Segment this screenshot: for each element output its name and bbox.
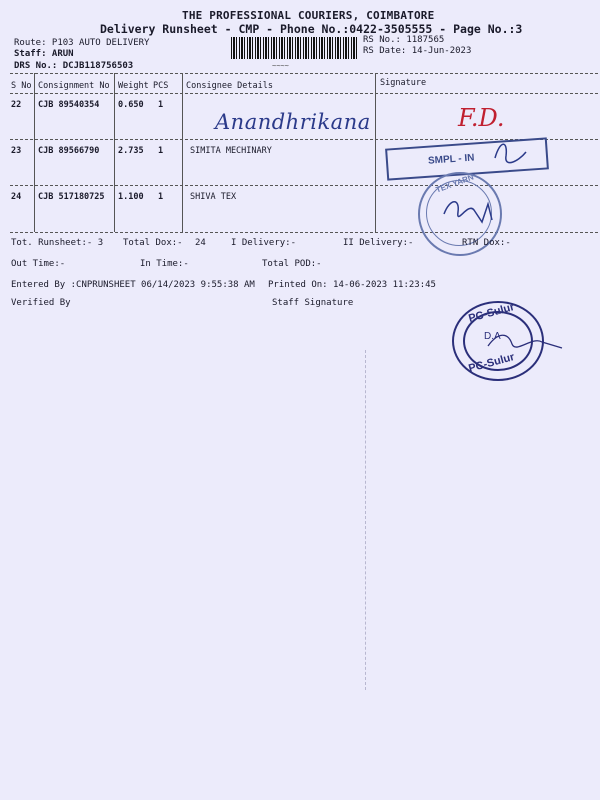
drs-number: DRS No.: DCJB118756503 (14, 61, 134, 71)
row-weight: 2.735 (118, 146, 144, 156)
col-weight: Weight (118, 81, 149, 91)
col-consignee: Consignee Details (186, 81, 273, 91)
col-sno: S No (11, 81, 32, 91)
pc-sulur-signature (486, 328, 566, 356)
stamp-top-text: PC-Sulur (467, 301, 516, 325)
col-consignment: Consignment No (38, 81, 110, 91)
route: Route: P103 AUTO DELIVERY (14, 38, 150, 48)
handwritten-name: Anandhrikana (215, 110, 371, 134)
out-time: Out Time:- (11, 259, 66, 269)
row-consignment: CJB 89566790 (38, 146, 100, 156)
total-pod: Total POD:- (262, 259, 322, 269)
barcode-caption: ~~~~ (272, 62, 289, 70)
row-consignee: SHIVA TEX (190, 192, 237, 202)
fold-line (365, 350, 366, 690)
row-pcs: 1 (158, 100, 164, 110)
rtn-dox: RTN Dox:- (462, 238, 511, 248)
rs-date: RS Date: 14-Jun-2023 (363, 46, 472, 56)
total-dox-label: Total Dox:- (123, 238, 183, 248)
staff: Staff: ARUN (14, 49, 74, 59)
printed-on: Printed On: 14-06-2023 11:23:45 (268, 280, 436, 290)
row-pcs: 1 (158, 192, 164, 202)
signature-scribble (490, 138, 530, 172)
stamp-bottom-text: PC-Sulur (467, 351, 516, 375)
row-sno: 22 (11, 100, 22, 110)
barcode (231, 37, 357, 59)
row-consignee: SIMITA MECHINARY (190, 146, 272, 156)
i-delivery: I Delivery:- (231, 238, 297, 248)
col-pcs: PCS (153, 81, 169, 91)
staff-signature-label: Staff Signature (272, 298, 354, 308)
stamp-initials: D.A (484, 331, 501, 342)
verified-by: Verified By (11, 298, 71, 308)
fd-handwriting: F.D. (458, 104, 505, 132)
rs-number: RS No.: 1187565 (363, 35, 445, 45)
row-weight: 1.100 (118, 192, 144, 202)
tex-signature (438, 192, 500, 234)
tex-stamp-text: TEX YARN (434, 172, 475, 195)
row-consignment: CJB 517180725 (38, 192, 105, 202)
company-name: THE PROFESSIONAL COURIERS, COIMBATORE (182, 9, 435, 22)
row-pcs: 1 (158, 146, 164, 156)
row-weight: 0.650 (118, 100, 144, 110)
in-time: In Time:- (140, 259, 189, 269)
stamp-text: SMPL - IN (427, 152, 475, 167)
row-consignment: CJB 89540354 (38, 100, 100, 110)
entered-by: Entered By :CNPRUNSHEET 06/14/2023 9:55:38 AM (11, 280, 255, 290)
row-sno: 24 (11, 192, 22, 202)
ii-delivery: II Delivery:- (343, 238, 414, 248)
runsheet-title: Delivery Runsheet - CMP - Phone No.:0422-3505555 - Page No.:3 (100, 22, 523, 36)
row-sno: 23 (11, 146, 22, 156)
col-signature: Signature (380, 78, 427, 88)
tot-runsheet: Tot. Runsheet:- 3 (11, 238, 104, 248)
total-dox-value: 24 (195, 238, 206, 248)
